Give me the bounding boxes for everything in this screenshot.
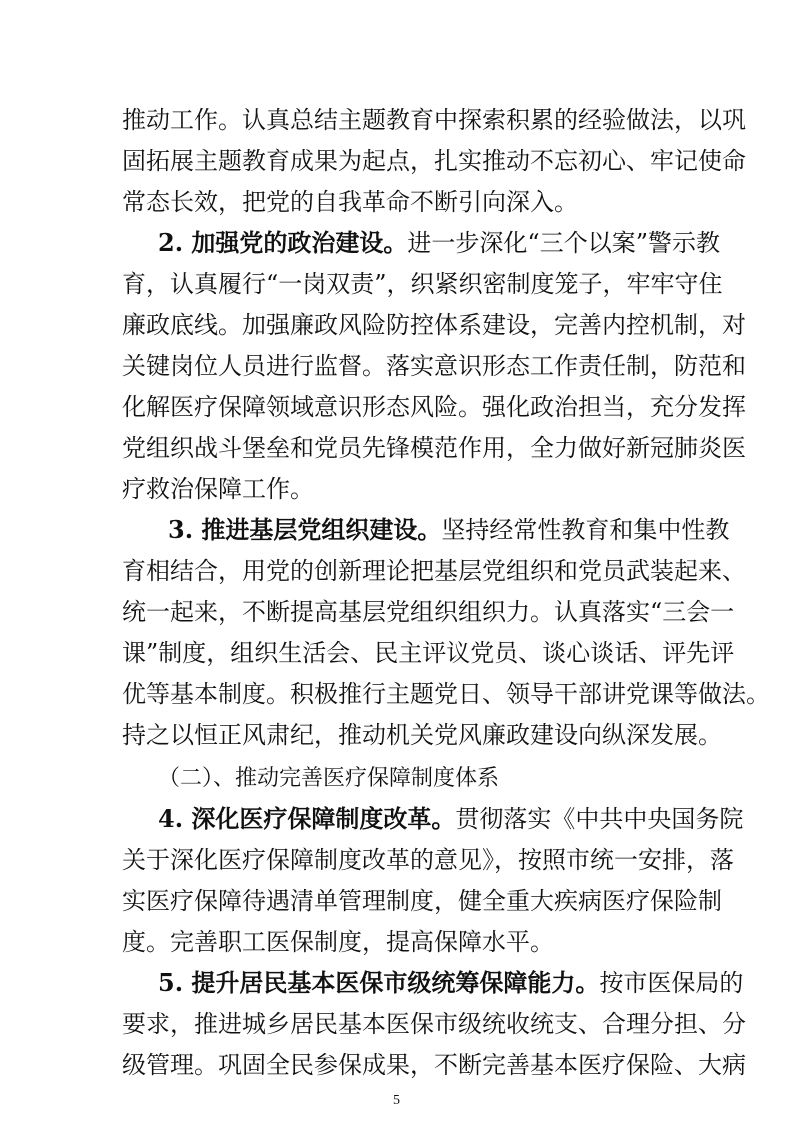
text-line: 课”制度，组织生活会、民主评议党员、谈心谈话、评先评 (122, 639, 735, 667)
paragraph-text: 按市医保局的 (599, 969, 744, 997)
section-heading: （二）、推动完善医疗保障制度体系 (158, 766, 500, 791)
text-line: 级管理。巩固全民参保成果，不断完善基本医疗保险、大病 (122, 1051, 746, 1079)
text-line: 要求，推进城乡居民基本医保市级统收统支、合理分担、分 (122, 1010, 746, 1038)
paragraph-title: 4. 深化医疗保障制度改革。 (158, 804, 456, 833)
paragraph-title: 5. 提升居民基本医保市级统筹保障能力。 (158, 968, 600, 997)
text-line: 持之以恒正风肃纪，推动机关党风廉政建设向纵深发展。 (122, 721, 722, 749)
paragraph-first-line (158, 968, 744, 1002)
page-number: 5 (393, 1093, 400, 1108)
text-line: 党组织战斗堡垒和党员先锋模范作用，全力做好新冠肺炎医 (122, 434, 746, 462)
text-line: 关于深化医疗保障制度改革的意见》，按照市统一安排，落 (122, 846, 734, 874)
text-line: 统一起来，不断提高基层党组织组织力。认真落实“三会一 (122, 598, 735, 626)
text-line: 关键岗位人员进行监督。落实意识形态工作责任制，防范和 (122, 352, 746, 380)
paragraph-text: 进一步深化“三个以案”警示教 (407, 229, 720, 257)
text-line: 实医疗保障待遇清单管理制度，健全重大疾病医疗保险制 (122, 887, 722, 915)
text-line: 优等基本制度。积极推行主题党日、领导干部讲党课等做法。 (122, 680, 770, 708)
paragraph-first-line (158, 804, 744, 838)
text-line: 育，认真履行“一岗双责”，织紧织密制度笼子，牢牢守住 (122, 270, 723, 298)
text-line: 常态长效，把党的自我革命不断引向深入。 (122, 188, 578, 216)
paragraph-first-line (158, 228, 720, 262)
text-line: 化解医疗保障领域意识形态风险。强化政治担当，充分发挥 (122, 393, 746, 421)
text-line: 疗救治保障工作。 (122, 475, 314, 503)
paragraph-text: 贯彻落实《中共中央国务院 (455, 805, 744, 833)
paragraph-title: 3. 推进基层党组织建设。 (168, 515, 442, 544)
text-line: 育相结合，用党的创新理论把基层党组织和党员武装起来、 (122, 557, 746, 585)
text-line: 度。完善职工医保制度，提高保障水平。 (122, 928, 554, 956)
text-line: 固拓展主题教育成果为起点，扎实推动不忘初心、牢记使命 (122, 147, 746, 175)
text-line: 推动工作。认真总结主题教育中探索积累的经验做法，以巩 (122, 106, 746, 134)
paragraph-title: 2. 加强党的政治建设。 (158, 228, 408, 257)
text-line: 廉政底线。加强廉政风险防控体系建设，完善内控机制，对 (122, 311, 746, 339)
paragraph-text: 坚持经常性教育和集中性教 (441, 516, 730, 544)
paragraph-first-line (168, 515, 730, 549)
